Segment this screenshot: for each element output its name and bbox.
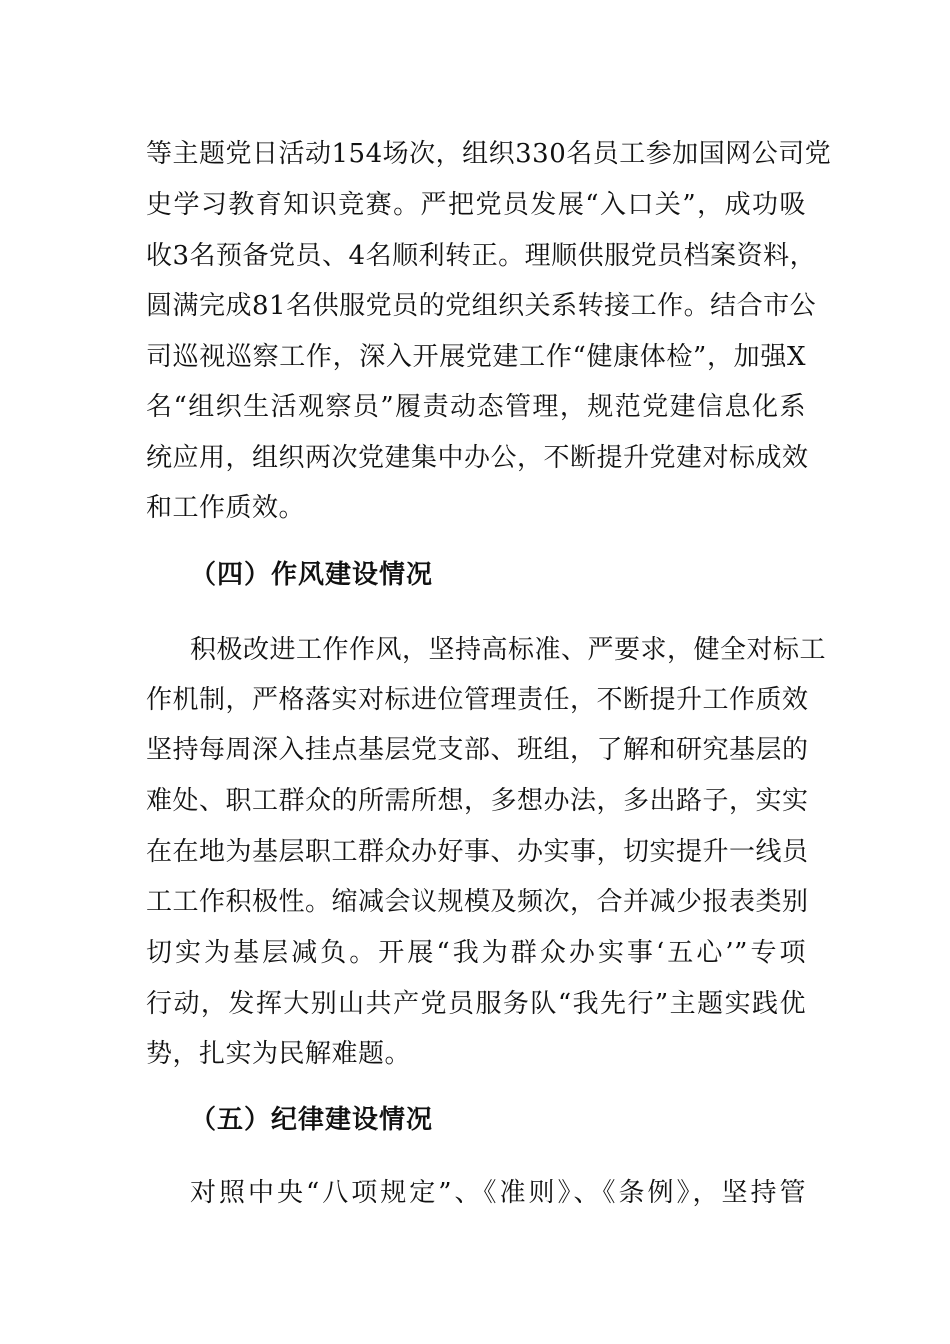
paragraph-line: 名“组织生活观察员”履责动态管理，规范党建信息化系 [146,392,806,422]
paragraph-line: 切实为基层减负。开展“我为群众办实事‘五心’”专项 [146,938,806,968]
paragraph-line: 收3名预备党员、4名顺利转正。理顺供服党员档案资料， [146,241,817,271]
paragraph-line: 行动，发挥大别山共产党员服务队“我先行”主题实践优 [146,989,806,1019]
paragraph-line: 统应用，组织两次党建集中办公，不断提升党建对标成效 [146,443,809,473]
paragraph-line: 史学习教育知识竞赛。严把党员发展“入口关”，成功吸 [146,190,806,220]
paragraph-line: 工工作积极性。缩减会议规模及频次，合并减少报表类别 [146,887,809,917]
paragraph-line: 势，扎实为民解难题。 [146,1039,412,1069]
paragraph-line: 等主题党日活动154场次，组织330名员工参加国网公司党 [146,139,832,169]
paragraph-line: 和工作质效。 [146,493,306,523]
paragraph-line: 难处、职工群众的所需所想，多想办法，多出路子，实实 [146,786,809,816]
paragraph-line: 积极改进工作作风，坚持高标准、严要求，健全对标工 [190,635,827,665]
section-heading-5: （五）纪律建设情况 [190,1105,434,1135]
section-heading-4: （四）作风建设情况 [190,560,434,590]
paragraph-line: 司巡视巡察工作，深入开展党建工作“健康体检”，加强X [146,342,806,372]
paragraph-line: 对照中央“八项规定”、《准则》、《条例》，坚持管 [190,1178,806,1208]
paragraph-line: 在在地为基层职工群众办好事、办实事，切实提升一线员 [146,837,809,867]
paragraph-line: 坚持每周深入挂点基层党支部、班组，了解和研究基层的 [146,735,809,765]
paragraph-line: 圆满完成81名供服党员的党组织关系转接工作。结合市公 [146,291,817,321]
paragraph-line: 作机制，严格落实对标进位管理责任，不断提升工作质效 [146,685,809,715]
